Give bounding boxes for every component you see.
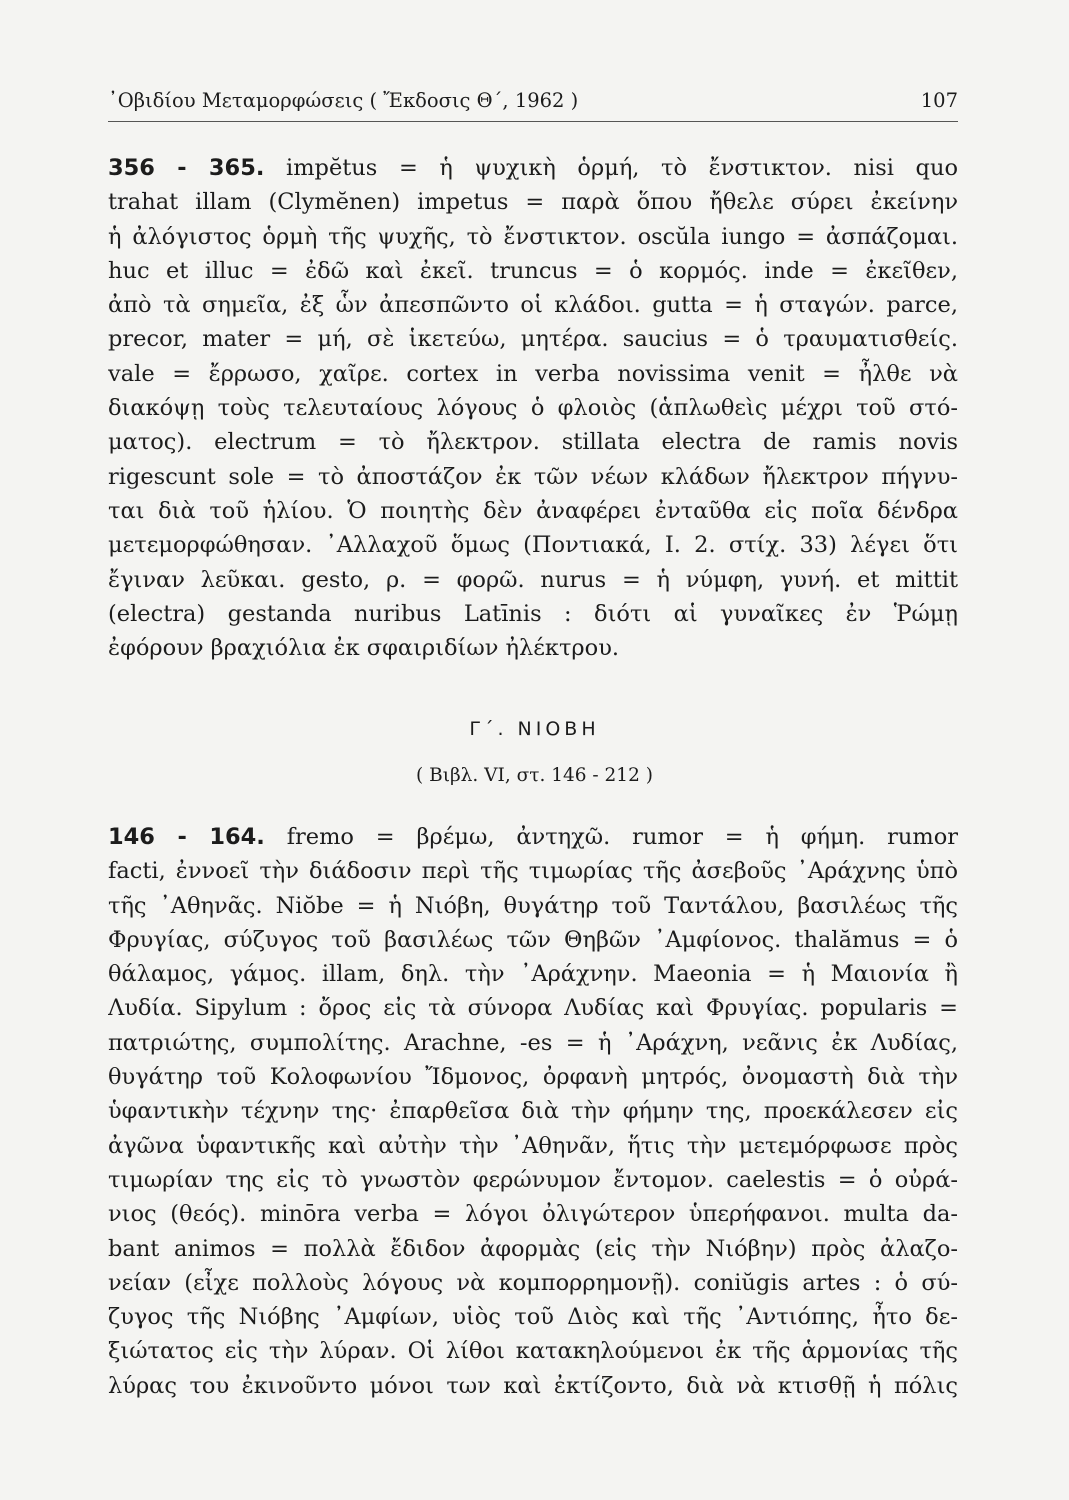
running-head-title: ᾽Οβιδίου Μεταμορφώσεις ( Ἔκδοσις Θ΄, 1962 ) xyxy=(108,89,579,112)
text-line: μετεμορφώθησαν. ᾽Αλλαχοῦ ὅμως (Ποντιακά, Ι. 2. στίχ. 33) λέγει ὅτι xyxy=(108,532,958,559)
text-line: ἔγιναν λεῦκαι. gesto, ρ. = φορῶ. nurus = ἡ νύμφη, γυνή. et mittit xyxy=(108,566,958,593)
text-line: vale = ἔρρωσο, χαῖρε. cortex in verba novissima venit = ἦλθε νὰ xyxy=(108,360,958,387)
text-line: θάλαμος, γάμος. illam, δηλ. τὴν ᾽Αράχνην. Maeonia = ἡ Μαιονία ἢ xyxy=(108,961,958,988)
text-line: ται διὰ τοῦ ἡλίου. Ὁ ποιητὴς δὲν ἀναφέρει ἐνταῦθα εἰς ποῖα δένδρα xyxy=(108,497,958,524)
text-line: πατριώτης, συμπολίτης. Arachne, -es = ἡ ᾽Αράχνη, νεᾶνις ἐκ Λυδίας, xyxy=(108,1029,958,1056)
text-line: ματος). electrum = τὸ ἤλεκτρον. stillata electra de ramis novis xyxy=(108,429,958,456)
text-line: ζυγος τῆς Νιόβης ᾽Αμφίων, υἱὸς τοῦ Διὸς καὶ τῆς ᾽Αντιόπης, ἦτο δε- xyxy=(108,1304,958,1331)
page-number: 107 xyxy=(920,89,958,112)
text-line: (electra) gestanda nuribus Latīnis : διότι αἱ γυναῖκες ἐν Ῥώμῃ xyxy=(108,600,958,627)
line-range-number: 146 - 164. xyxy=(108,824,265,850)
text-line: τιμωρίαν της εἰς τὸ γνωστὸν φερώνυμον ἔντομον. caelestis = ὁ οὐρά- xyxy=(108,1166,958,1193)
text-line: bant animos = πολλὰ ἔδιδον ἀφορμὰς (εἰς τὴν Νιόβην) πρὸς ἀλαζο- xyxy=(108,1235,958,1262)
text-line: Φρυγίας, σύζυγος τοῦ βασιλέως τῶν Θηβῶν ᾽Αμφίονος. thalămus = ὁ xyxy=(108,926,958,953)
text-line: precor, mater = μή, σὲ ἱκετεύω, μητέρα. saucius = ὁ τραυματισθείς. xyxy=(108,326,958,353)
commentary-passage-356-365 xyxy=(108,151,958,665)
text-line: huc et illuc = ἐδῶ καὶ ἐκεῖ. truncus = ὁ κορμός. inde = ἐκεῖθεν, xyxy=(108,257,958,284)
text-line: νείαν (εἶχε πολλοὺς λόγους νὰ κομπορρημονῇ). coniŭgis artes : ὁ σύ- xyxy=(108,1269,958,1296)
text-line: θυγάτηρ τοῦ Κολοφωνίου Ἴδμονος, ὀρφανὴ μητρός, ὀνομαστὴ διὰ τὴν xyxy=(108,1064,958,1091)
text-line: τῆς ᾽Αθηνᾶς. Niŏbe = ἡ Νιόβη, θυγάτηρ τοῦ Ταντάλου, βασιλέως τῆς xyxy=(108,892,958,919)
running-head xyxy=(108,84,958,118)
text-line: ξιώτατος εἰς τὴν λύραν. Οἱ λίθοι κατακηλούμενοι ἐκ τῆς ἁρμονίας τῆς xyxy=(108,1338,958,1365)
text-line: ὑφαντικὴν τέχνην της· ἐπαρθεῖσα διὰ τὴν φήμην της, προεκάλεσεν εἰς xyxy=(108,1098,958,1125)
line-range-number: 356 - 365. xyxy=(108,155,265,181)
text-line: rigescunt sole = τὸ ἀποστάζον ἐκ τῶν νέων κλάδων ἤλεκτρον πήγνυ- xyxy=(108,463,958,490)
text-line: Λυδία. Sipylum : ὄρος εἰς τὰ σύνορα Λυδίας καὶ Φρυγίας. popularis = xyxy=(108,995,958,1022)
text-line: ἀπὸ τὰ σημεῖα, ἐξ ὧν ἀπεσπῶντο οἱ κλάδοι. gutta = ἡ σταγών. parce, xyxy=(108,292,958,319)
header-rule xyxy=(108,121,958,122)
commentary-passage-146-164 xyxy=(108,820,958,1403)
text-line: ἀγῶνα ὑφαντικῆς καὶ αὐτὴν τὴν ᾽Αθηνᾶν, ἥτις τὴν μετεμόρφωσε πρὸς xyxy=(108,1132,958,1159)
text-line: διακόψῃ τοὺς τελευταίους λόγους ὁ φλοιὸς (ἁπλωθεὶς μέχρι τοῦ στό- xyxy=(108,395,958,422)
text-line: trahat illam (Clymĕnen) impetus = παρὰ ὅπου ἤθελε σύρει ἐκείνην xyxy=(108,189,958,216)
text-line: facti, ἐννοεῖ τὴν διάδοσιν περὶ τῆς τιμωρίας τῆς ἀσεβοῦς ᾽Αράχνης ὑπὸ xyxy=(108,858,958,885)
text-line: ἐφόρουν βραχιόλια ἐκ σφαιριδίων ἠλέκτρου. xyxy=(108,635,620,662)
text-line: 146 - 164. fremo = βρέμω, ἀντηχῶ. rumor = ἡ φήμη. rumor xyxy=(108,824,958,850)
section-reference: ( Βιβλ. VI, στ. 146 - 212 ) xyxy=(416,765,653,786)
text-line: νιος (θεός). minōra verba = λόγοι ὀλιγώτερον ὑπερήφανοι. multa da- xyxy=(108,1201,958,1228)
text-line: ἡ ἀλόγιστος ὁρμὴ τῆς ψυχῆς, τὸ ἔνστικτον. oscŭla iungo = ἀσπάζομαι. xyxy=(108,223,958,250)
text-line: λύρας του ἐκινοῦντο μόνοι των καὶ ἐκτίζοντο, διὰ νὰ κτισθῇ ἡ πόλις xyxy=(108,1372,958,1399)
text-line: 356 - 365. impĕtus = ἡ ψυχικὴ ὁρμή, τὸ ἔνστικτον. nisi quo xyxy=(108,155,958,181)
section-heading: Γ΄. ΝΙΟΒΗ xyxy=(469,718,600,740)
